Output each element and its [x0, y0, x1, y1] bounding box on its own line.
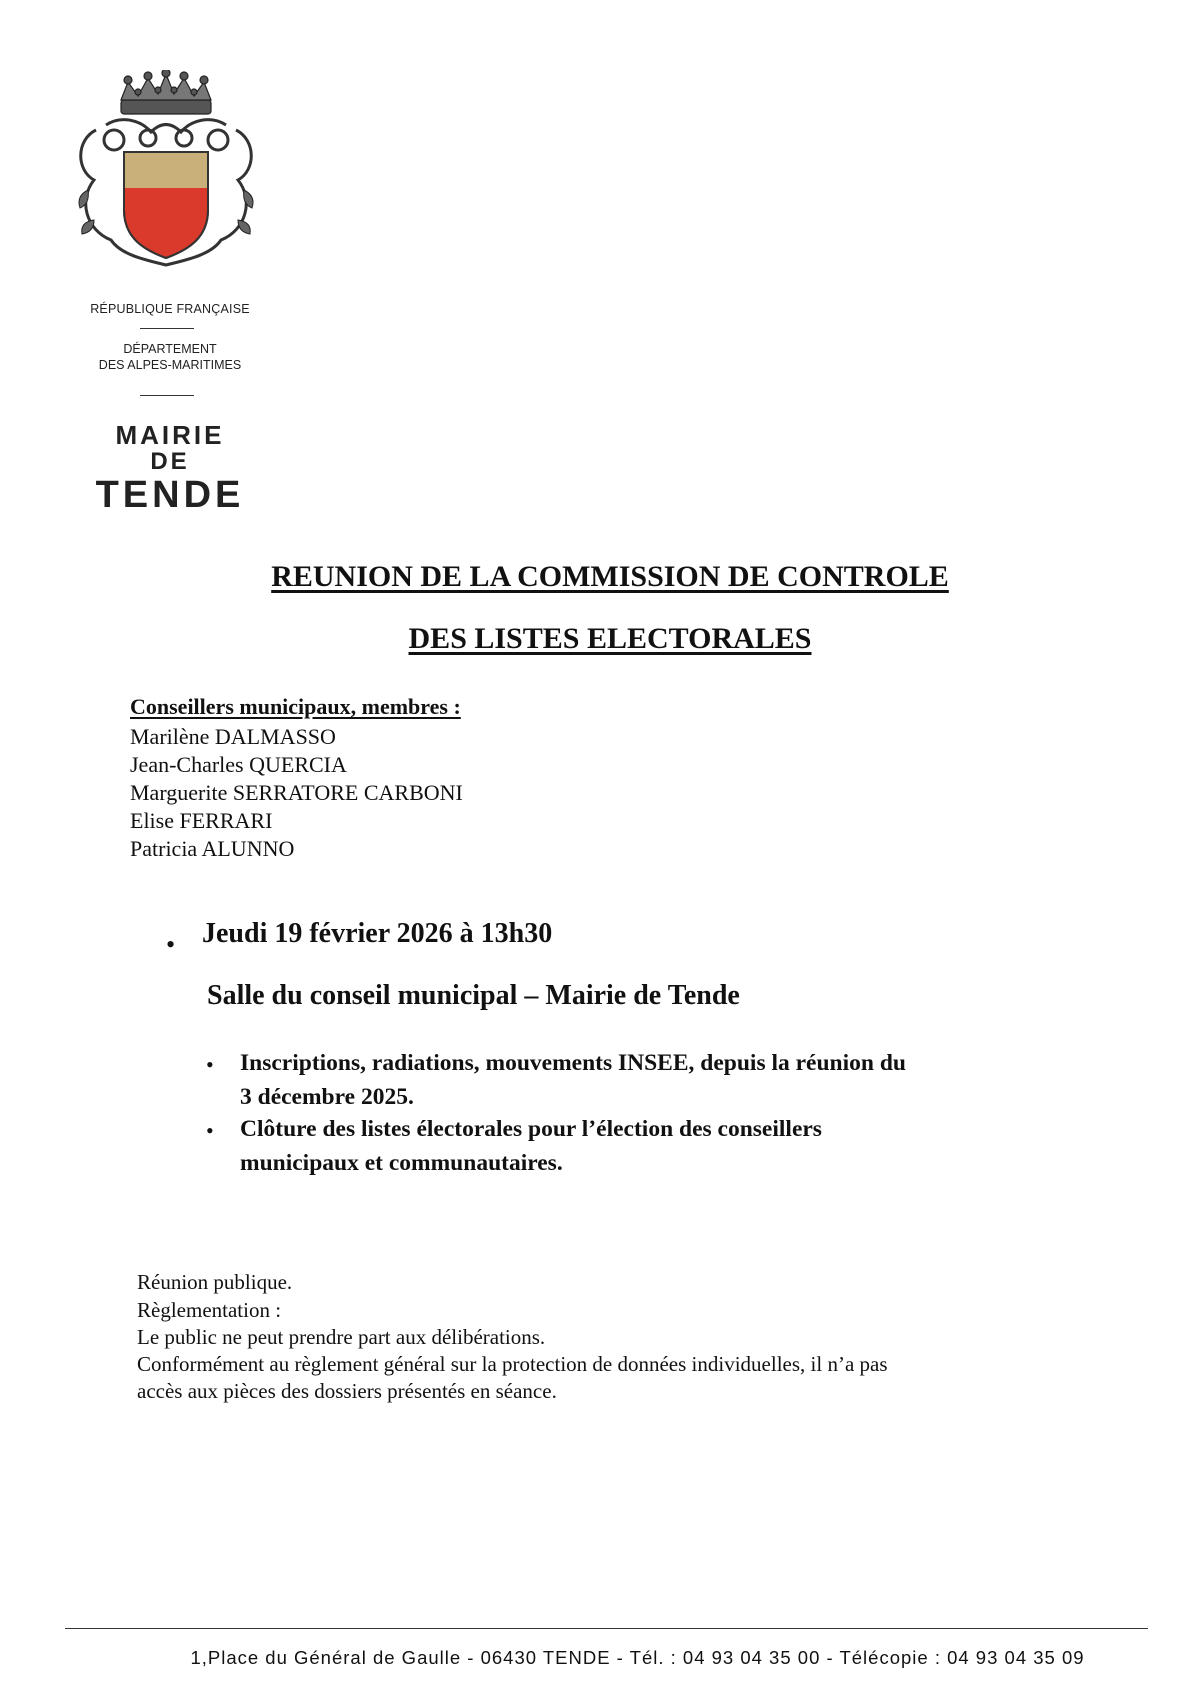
- meeting-place: Salle du conseil municipal – Mairie de Tende: [207, 980, 740, 1011]
- note-line: Conformément au règlement général sur la protection de données individuelles, il n’a pas: [137, 1352, 888, 1376]
- member-name: Patricia ALUNNO: [130, 836, 295, 861]
- member-name: Elise FERRARI: [130, 808, 273, 833]
- document-title-line-1: REUNION DE LA COMMISSION DE CONTROLE: [271, 560, 949, 593]
- document-title-line-2: DES LISTES ELECTORALES: [408, 622, 812, 655]
- agenda-line: Inscriptions, radiations, mouvements INSEE, depuis la réunion du: [240, 1050, 906, 1076]
- header-divider: [140, 395, 194, 396]
- member-name: Jean-Charles QUERCIA: [130, 752, 347, 777]
- note-line: accès aux pièces des dossiers présentés en séance.: [137, 1379, 557, 1403]
- departement-line-1: DÉPARTEMENT: [123, 342, 217, 356]
- bullet-icon: •: [206, 1052, 214, 1077]
- departement-line-2: DES ALPES-MARITIMES: [98, 358, 242, 372]
- note-public: Réunion publique.: [137, 1270, 293, 1294]
- agenda-line: municipaux et communautaires.: [240, 1150, 563, 1176]
- bullet-icon: •: [166, 930, 176, 959]
- agenda-item: [240, 1046, 1040, 1114]
- bullet-icon: •: [206, 1118, 214, 1143]
- agenda-line: Clôture des listes électorales pour l’élection des conseillers: [240, 1116, 822, 1142]
- agenda-line: 3 décembre 2025.: [240, 1084, 414, 1110]
- republique-francaise: RÉPUBLIQUE FRANÇAISE: [90, 302, 250, 316]
- header-divider: [140, 328, 194, 329]
- member-name: Marguerite SERRATORE CARBONI: [130, 780, 463, 805]
- coat-of-arms-icon: [66, 70, 266, 270]
- members-heading: Conseillers municipaux, membres :: [130, 694, 461, 719]
- de-label: DE: [150, 448, 190, 475]
- tende-label: TENDE: [95, 474, 245, 516]
- note-line: Le public ne peut prendre part aux délibérations.: [137, 1325, 546, 1349]
- note-reglementation: Règlementation :: [137, 1298, 282, 1322]
- member-name: Marilène DALMASSO: [130, 724, 336, 749]
- meeting-date: Jeudi 19 février 2026 à 13h30: [202, 918, 553, 949]
- footer-divider: [65, 1628, 1148, 1629]
- mairie-label: MAIRIE: [115, 420, 225, 450]
- agenda-item: [240, 1112, 1040, 1180]
- footer-address: 1,Place du Général de Gaulle - 06430 TENDE - Tél. : 04 93 04 35 00 - Télécopie : 04 93 04 35 09: [190, 1647, 1085, 1668]
